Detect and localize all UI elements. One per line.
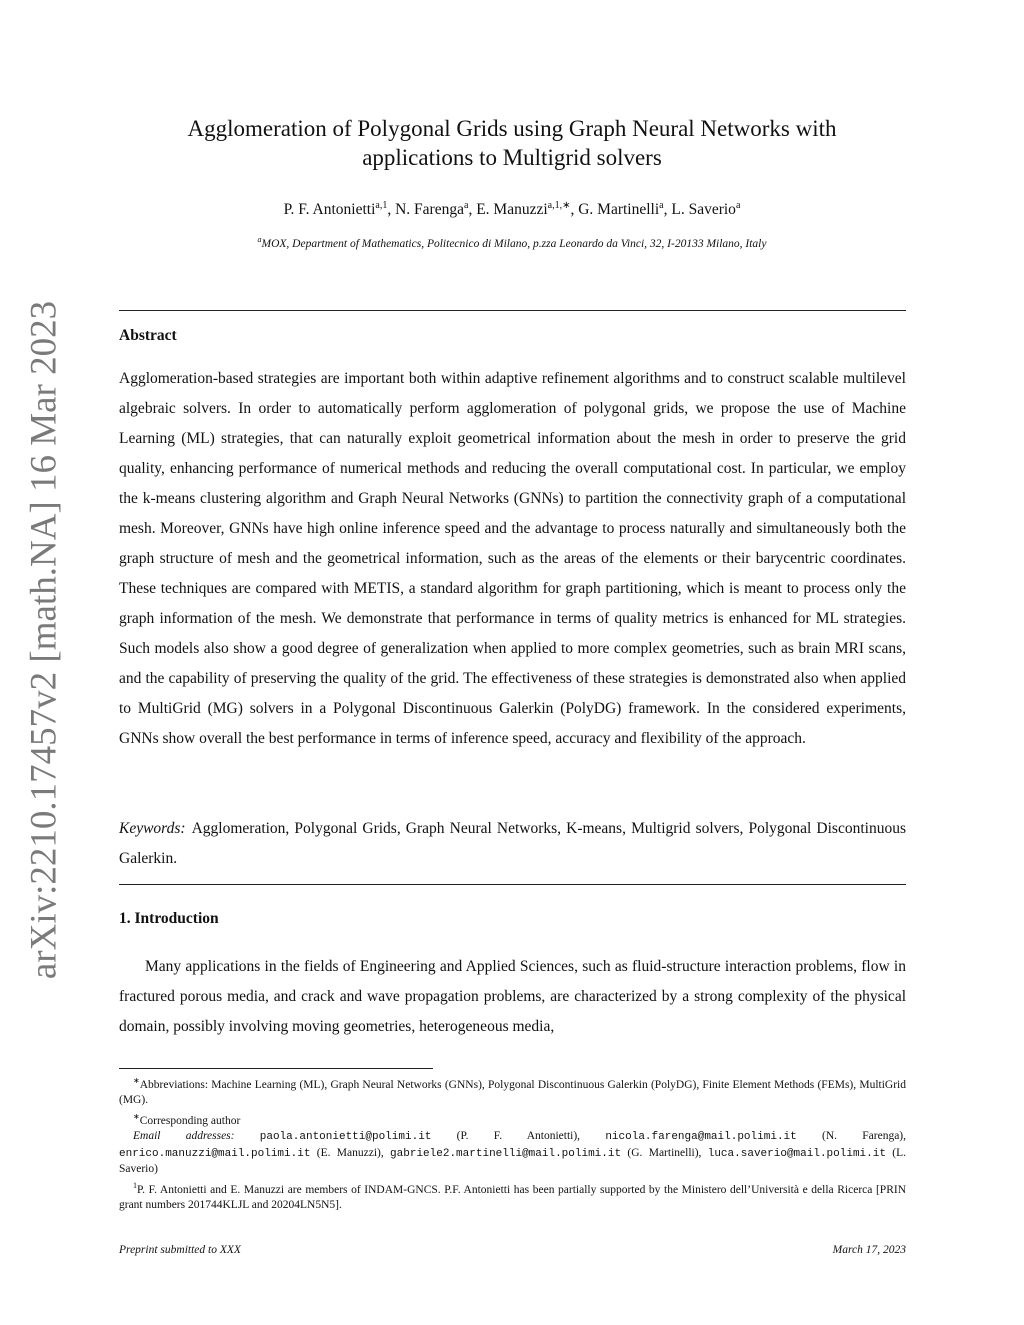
author-name: L. Saverio [671, 201, 736, 219]
keywords [119, 814, 906, 874]
author-affiliation-mark: a [735, 200, 741, 211]
footnote-mark: 1 [133, 1180, 137, 1190]
footnote-emails [119, 1129, 906, 1178]
footnote-funding [119, 1178, 906, 1214]
footnote-abbreviations [119, 1073, 906, 1109]
email-owner: (N. Farenga), [796, 1130, 907, 1143]
email-address-link[interactable]: luca.saverio@mail.polimi.it [707, 1147, 886, 1160]
keywords-text: Agglomeration, Polygonal Grids, Graph Neural Networks, K-means, Multigrid solvers, Polygonal Discontinuous Galerkin. [119, 820, 906, 867]
footnote-corresponding [119, 1109, 906, 1129]
footer-date: March 17, 2023 [832, 1244, 906, 1256]
author-separator: , [570, 201, 579, 219]
abstract-heading: Abstract [119, 327, 177, 344]
author-name: G. Martinelli [578, 201, 660, 219]
section-heading-introduction: 1. Introduction [119, 910, 219, 927]
author-separator: , [387, 201, 396, 219]
author-name: E. Manuzzi [476, 201, 548, 219]
footnote-mark: ∗ [133, 1111, 140, 1121]
email-owner: (L. Saverio) [119, 1146, 907, 1176]
author-name: N. Farenga [395, 201, 464, 219]
footnote-rule [119, 1068, 433, 1069]
author-name: P. F. Antonietti [283, 201, 376, 219]
author-separator: , [663, 201, 672, 219]
author-affiliation-mark: a,1 [375, 200, 388, 211]
footnotes [119, 1073, 906, 1213]
affiliation-text: MOX, Department of Mathematics, Politecnico di Milano, p.zza Leonardo da Vinci, 32, I-20133 Milano, Italy [261, 237, 767, 250]
footnote-abbreviations-text: Abbreviations: Machine Learning (ML), Graph Neural Networks (GNNs), Polygonal Discontinuous Galerkin (PolyDG), Finite Element Methods (FEMs), MultiGrid (MG). [119, 1078, 906, 1107]
author-list [120, 200, 904, 219]
email-label: Email addresses: [133, 1130, 235, 1143]
abstract-top-rule [119, 310, 906, 311]
footnote-funding-text: P. F. Antonietti and E. Manuzzi are members of INDAM-GNCS. P.F. Antonietti has been partially supported by the Ministero dell’Università e della Ricerca [PRIN grant numbers 201744KLJL and 20204LN5N5]. [119, 1183, 906, 1211]
email-address-link[interactable]: enrico.manuzzi@mail.polimi.it [119, 1147, 311, 1160]
email-address-link[interactable]: paola.antonietti@polimi.it [259, 1131, 432, 1144]
email-owner: (E. Manuzzi), [310, 1146, 391, 1159]
footnote-mark: ∗ [133, 1076, 140, 1085]
author-affiliation-mark: a,1,∗ [547, 200, 571, 211]
title-line-2: applications to Multigrid solvers [362, 145, 662, 170]
email-owner: (G. Martinelli), [621, 1146, 708, 1159]
author-affiliation-mark: a [659, 200, 664, 211]
email-address-link[interactable]: nicola.farenga@mail.polimi.it [605, 1131, 797, 1144]
abstract-bottom-rule [119, 884, 906, 885]
footer-preprint-note: Preprint submitted to XXX [119, 1244, 241, 1256]
email-owner: (P. F. Antonietti), [431, 1130, 606, 1143]
introduction-paragraph: Many applications in the fields of Engineering and Applied Sciences, such as fluid-structure interaction problems, flow in fractured porous media, and crack and wave propagation problems, are characterized by a strong complexity of the physical domain, possibly involving moving geometries, heterogeneous media, [119, 958, 906, 1035]
affiliation [120, 235, 904, 250]
abstract-body: Agglomeration-based strategies are important both within adaptive refinement algorithms and to construct scalable multilevel algebraic solvers. In order to automatically perform agglomeration of polygonal grids, we propose the use of Machine Learning (ML) strategies, that can naturally exploit geometrical information about the mesh in order to preserve the grid quality, enhancing performance of numerical methods and reducing the overall computational cost. In particular, we employ the k-means clustering algorithm and Graph Neural Networks (GNNs) to partition the connectivity graph of a computational mesh. Moreover, GNNs have high online inference speed and the advantage to process naturally and simultaneously both the graph structure of mesh and the geometrical information, such as the areas of the elements or their barycentric coordinates. These techniques are compared with METIS, a standard algorithm for graph partitioning, which is meant to process only the graph information of the mesh. We demonstrate that performance in terms of quality metrics is enhanced for ML strategies. Such models also show a good degree of generalization when applied to more complex geometries, such as brain MRI scans, and the capability of preserving the quality of the grid. The effectiveness of these strategies is demonstrated also when applied to MultiGrid (MG) solvers in a Polygonal Discontinuous Galerkin (PolyDG) framework. In the considered experiments, GNNs show overall the best performance in terms of inference speed, accuracy and flexibility of the approach. [119, 370, 906, 747]
email-address-link[interactable]: gabriele2.martinelli@mail.polimi.it [390, 1147, 622, 1160]
arxiv-identifier-text: arXiv:2210.17457v2 [math.NA] 16 Mar 2023 [23, 300, 65, 980]
title-line-1: Agglomeration of Polygonal Grids using Graph Neural Networks with [187, 116, 837, 141]
keywords-label: Keywords: [119, 820, 186, 837]
paper-title [130, 114, 894, 172]
author-separator: , [468, 201, 477, 219]
affiliation-mark: a [257, 235, 262, 244]
author-affiliation-mark: a [463, 200, 469, 211]
footnote-corresponding-text: Corresponding author [139, 1114, 241, 1127]
